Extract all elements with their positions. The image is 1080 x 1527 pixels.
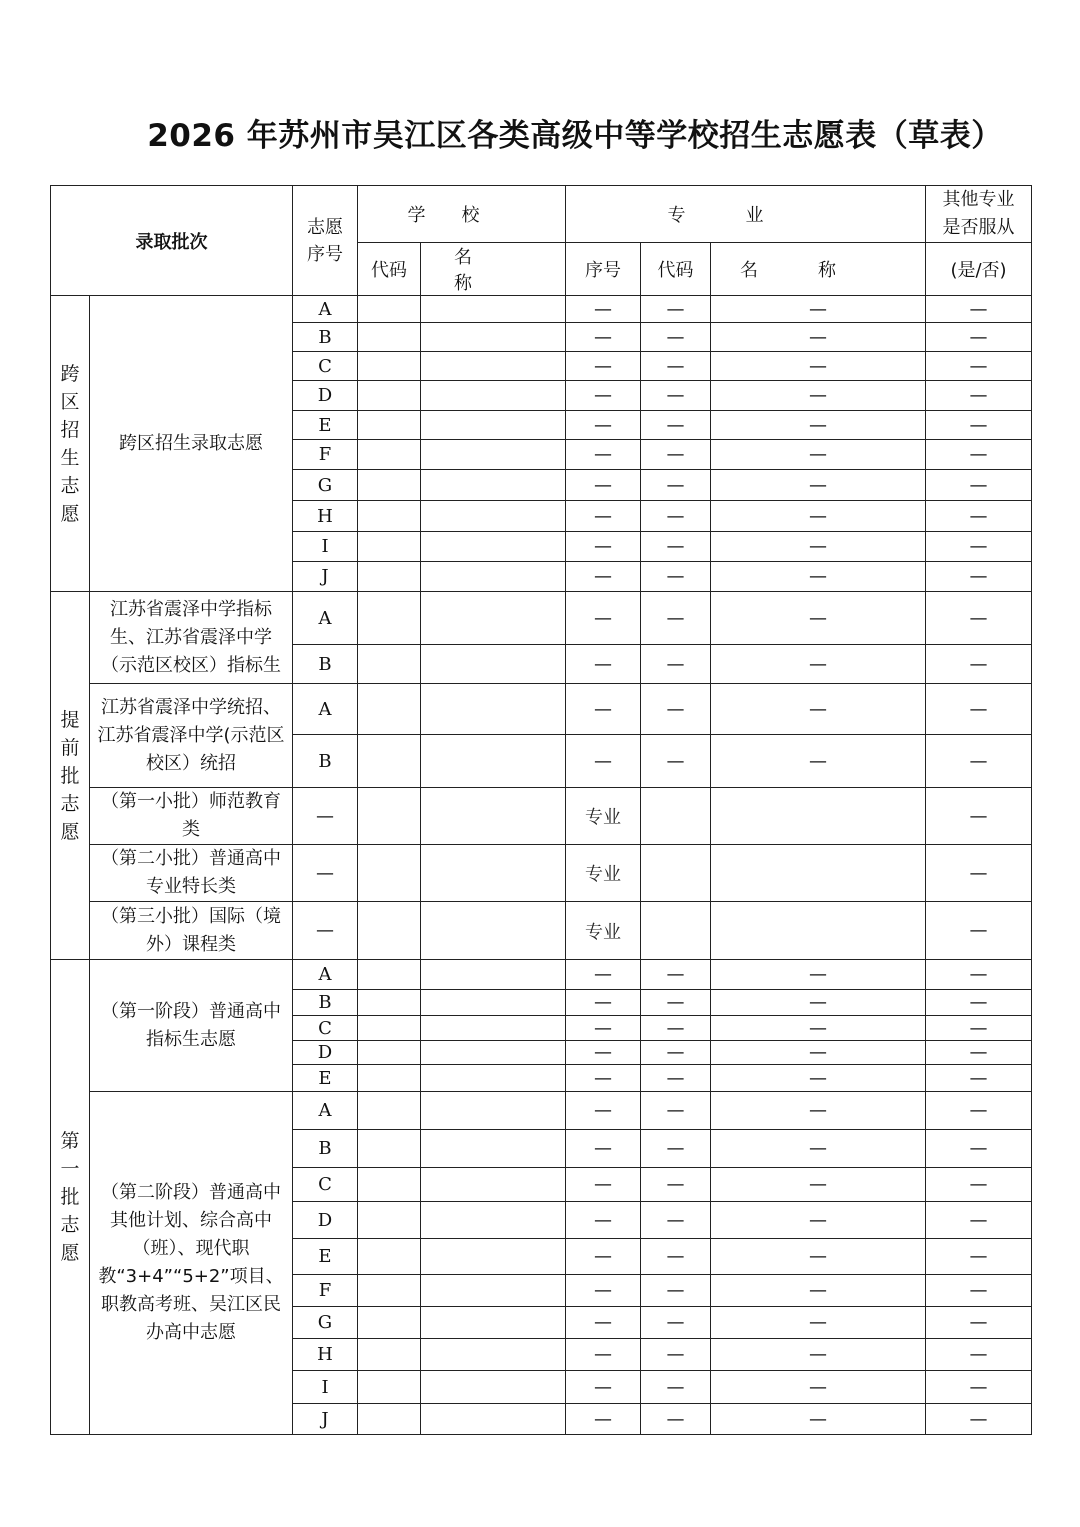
seq-cell: E: [293, 1239, 358, 1275]
other-major-cell: —: [926, 645, 1032, 684]
early-sub-batch-2: （第二小批）普通高中专业特长类: [90, 845, 293, 902]
school-code-cell[interactable]: [358, 960, 421, 990]
seq-cell: —: [293, 902, 358, 960]
major-name-cell: —: [711, 1371, 926, 1404]
major-code-cell: —: [641, 381, 711, 411]
other-major-cell: —: [926, 501, 1032, 532]
school-name-cell[interactable]: [421, 1371, 566, 1404]
seq-cell: A: [293, 592, 358, 645]
school-code-cell[interactable]: [358, 902, 421, 960]
major-seq-cell: —: [566, 296, 641, 323]
school-name-cell[interactable]: [421, 902, 566, 960]
other-major-cell: —: [926, 1275, 1032, 1307]
school-name-cell[interactable]: [421, 735, 566, 788]
school-code-cell[interactable]: [358, 1130, 421, 1168]
school-code-cell[interactable]: [358, 501, 421, 532]
seq-cell: I: [293, 1371, 358, 1404]
school-name-cell[interactable]: [421, 470, 566, 501]
school-name-cell[interactable]: [421, 1168, 566, 1202]
major-code-cell: —: [641, 1041, 711, 1065]
major-name-cell: —: [711, 440, 926, 470]
other-major-cell: —: [926, 1239, 1032, 1275]
major-code-cell: —: [641, 990, 711, 1016]
major-seq-cell: —: [566, 1275, 641, 1307]
major-code-cell: —: [641, 352, 711, 381]
major-code-cell: —: [641, 501, 711, 532]
other-major-cell: —: [926, 990, 1032, 1016]
school-name-cell[interactable]: [421, 788, 566, 845]
school-name-cell[interactable]: [421, 592, 566, 645]
seq-cell: F: [293, 440, 358, 470]
school-code-cell[interactable]: [358, 323, 421, 352]
school-code-cell[interactable]: [358, 990, 421, 1016]
school-code-cell[interactable]: [358, 684, 421, 735]
major-seq-cell: —: [566, 1130, 641, 1168]
major-code-cell: —: [641, 735, 711, 788]
major-name-cell[interactable]: [711, 902, 926, 960]
major-name-cell: —: [711, 1092, 926, 1130]
major-code-cell[interactable]: [641, 902, 711, 960]
major-name-cell[interactable]: [711, 845, 926, 902]
major-code-cell: —: [641, 532, 711, 562]
school-name-cell[interactable]: [421, 990, 566, 1016]
major-name-cell: —: [711, 1016, 926, 1041]
other-major-cell: —: [926, 1307, 1032, 1339]
major-seq-cell: —: [566, 592, 641, 645]
school-name-cell[interactable]: [421, 1065, 566, 1092]
major-name-cell: —: [711, 990, 926, 1016]
seq-cell: A: [293, 684, 358, 735]
other-major-cell: —: [926, 592, 1032, 645]
major-code-cell: —: [641, 1202, 711, 1239]
header-batch: 录取批次: [51, 186, 293, 296]
major-seq-cell: —: [566, 1168, 641, 1202]
major-code-cell: —: [641, 1307, 711, 1339]
major-name-cell: —: [711, 1130, 926, 1168]
school-code-cell[interactable]: [358, 381, 421, 411]
header-row-1: [51, 186, 1032, 243]
major-seq-cell: —: [566, 1239, 641, 1275]
other-major-cell: —: [926, 411, 1032, 440]
other-major-cell: —: [926, 1130, 1032, 1168]
major-name-cell: —: [711, 1275, 926, 1307]
major-name-cell: —: [711, 684, 926, 735]
major-code-cell: —: [641, 1168, 711, 1202]
major-name-cell: —: [711, 501, 926, 532]
seq-cell: G: [293, 470, 358, 501]
school-name-cell[interactable]: [421, 1275, 566, 1307]
major-name-cell: —: [711, 1041, 926, 1065]
school-code-cell[interactable]: [358, 788, 421, 845]
school-code-cell[interactable]: [358, 1275, 421, 1307]
school-code-cell[interactable]: [358, 1239, 421, 1275]
application-form-table: [50, 185, 1032, 1435]
seq-cell: E: [293, 411, 358, 440]
major-seq-cell: —: [566, 1092, 641, 1130]
seq-cell: B: [293, 1130, 358, 1168]
seq-cell: D: [293, 1041, 358, 1065]
other-major-cell: —: [926, 532, 1032, 562]
seq-cell: H: [293, 1339, 358, 1371]
header-major: 专业: [566, 186, 926, 243]
header-school-name: 名称: [421, 243, 566, 296]
major-name-cell: —: [711, 470, 926, 501]
major-name-cell: —: [711, 381, 926, 411]
early-sub-batch-1: （第一小批）师范教育类: [90, 788, 293, 845]
school-code-cell[interactable]: [358, 411, 421, 440]
major-code-cell: —: [641, 1339, 711, 1371]
major-code-cell: —: [641, 562, 711, 592]
other-major-cell: —: [926, 352, 1032, 381]
school-name-cell[interactable]: [421, 501, 566, 532]
other-major-cell: —: [926, 845, 1032, 902]
major-name-cell: —: [711, 352, 926, 381]
major-seq-cell: —: [566, 960, 641, 990]
other-major-cell: —: [926, 902, 1032, 960]
school-name-cell[interactable]: [421, 532, 566, 562]
major-code-cell[interactable]: [641, 845, 711, 902]
major-label-cell: 专业: [566, 788, 641, 845]
major-code-cell: —: [641, 411, 711, 440]
table-row: [51, 788, 1032, 845]
school-name-cell[interactable]: [421, 323, 566, 352]
school-name-cell[interactable]: [421, 562, 566, 592]
school-name-cell[interactable]: [421, 1092, 566, 1130]
major-seq-cell: —: [566, 1016, 641, 1041]
seq-cell: —: [293, 788, 358, 845]
other-major-cell: —: [926, 562, 1032, 592]
major-seq-cell: —: [566, 684, 641, 735]
seq-cell: J: [293, 1404, 358, 1435]
major-seq-cell: —: [566, 1065, 641, 1092]
school-name-cell[interactable]: [421, 411, 566, 440]
first-stage-2: （第二阶段）普通高中其他计划、综合高中（班）、现代职教“3+4”“5+2”项目、职教高考班、吴江区民办高中志愿: [90, 1092, 293, 1435]
major-code-cell: —: [641, 296, 711, 323]
school-code-cell[interactable]: [358, 1092, 421, 1130]
major-seq-cell: —: [566, 381, 641, 411]
major-name-cell: —: [711, 562, 926, 592]
major-code-cell: —: [641, 1016, 711, 1041]
table-row: [51, 684, 1032, 735]
major-seq-cell: —: [566, 990, 641, 1016]
major-name-cell: —: [711, 532, 926, 562]
major-code-cell: —: [641, 1275, 711, 1307]
seq-cell: I: [293, 532, 358, 562]
seq-cell: A: [293, 960, 358, 990]
major-code-cell: —: [641, 1065, 711, 1092]
major-name-cell: —: [711, 1339, 926, 1371]
other-major-cell: —: [926, 440, 1032, 470]
major-seq-cell: —: [566, 1339, 641, 1371]
seq-cell: A: [293, 296, 358, 323]
seq-cell: F: [293, 1275, 358, 1307]
major-name-cell: —: [711, 1239, 926, 1275]
other-major-cell: —: [926, 1404, 1032, 1435]
major-seq-cell: —: [566, 532, 641, 562]
seq-cell: D: [293, 1202, 358, 1239]
seq-cell: C: [293, 1168, 358, 1202]
other-major-cell: —: [926, 1092, 1032, 1130]
major-code-cell: —: [641, 960, 711, 990]
major-name-cell: —: [711, 735, 926, 788]
other-major-cell: —: [926, 788, 1032, 845]
school-name-cell[interactable]: [421, 1041, 566, 1065]
school-name-cell[interactable]: [421, 845, 566, 902]
header-school: 学校: [358, 186, 566, 243]
major-seq-cell: —: [566, 1404, 641, 1435]
other-major-cell: —: [926, 1065, 1032, 1092]
header-yes-no: (是/否): [926, 243, 1032, 296]
section-cross-label: 跨区招生志愿: [51, 296, 90, 592]
major-code-cell: —: [641, 684, 711, 735]
table-row: [51, 902, 1032, 960]
major-seq-cell: —: [566, 1307, 641, 1339]
school-code-cell[interactable]: [358, 352, 421, 381]
other-major-cell: —: [926, 323, 1032, 352]
school-code-cell[interactable]: [358, 1065, 421, 1092]
section-first-label: 第一批志愿: [51, 960, 90, 1435]
major-code-cell: —: [641, 1239, 711, 1275]
table-body: [51, 186, 1032, 1435]
school-code-cell[interactable]: [358, 592, 421, 645]
school-name-cell[interactable]: [421, 1202, 566, 1239]
major-name-cell: —: [711, 1404, 926, 1435]
header-major-name: 名称: [711, 243, 926, 296]
seq-cell: B: [293, 323, 358, 352]
school-name-cell[interactable]: [421, 1307, 566, 1339]
major-label-cell: 专业: [566, 902, 641, 960]
major-seq-cell: —: [566, 411, 641, 440]
header-seq: 志愿序号: [293, 186, 358, 296]
major-name-cell: —: [711, 1065, 926, 1092]
seq-cell: B: [293, 735, 358, 788]
school-code-cell[interactable]: [358, 440, 421, 470]
major-seq-cell: —: [566, 323, 641, 352]
major-seq-cell: —: [566, 1041, 641, 1065]
early-group-2: 江苏省震泽中学统招、江苏省震泽中学(示范区校区）统招: [90, 684, 293, 788]
major-seq-cell: —: [566, 562, 641, 592]
major-code-cell: —: [641, 440, 711, 470]
school-code-cell[interactable]: [358, 562, 421, 592]
other-major-cell: —: [926, 960, 1032, 990]
table-row: [51, 845, 1032, 902]
seq-cell: E: [293, 1065, 358, 1092]
other-major-cell: —: [926, 1168, 1032, 1202]
school-name-cell[interactable]: [421, 1130, 566, 1168]
school-code-cell[interactable]: [358, 645, 421, 684]
school-name-cell[interactable]: [421, 684, 566, 735]
other-major-cell: —: [926, 296, 1032, 323]
seq-cell: D: [293, 381, 358, 411]
header-major-seq: 序号: [566, 243, 641, 296]
school-code-cell[interactable]: [358, 470, 421, 501]
school-code-cell[interactable]: [358, 1168, 421, 1202]
major-code-cell: —: [641, 1130, 711, 1168]
major-seq-cell: —: [566, 470, 641, 501]
seq-cell: H: [293, 501, 358, 532]
major-seq-cell: —: [566, 1371, 641, 1404]
school-code-cell[interactable]: [358, 1202, 421, 1239]
major-name-cell: —: [711, 645, 926, 684]
seq-cell: C: [293, 352, 358, 381]
major-name-cell[interactable]: [711, 788, 926, 845]
other-major-cell: —: [926, 470, 1032, 501]
major-name-cell: —: [711, 1202, 926, 1239]
cross-sub-label: 跨区招生录取志愿: [90, 296, 293, 592]
other-major-cell: —: [926, 1041, 1032, 1065]
first-stage-1: （第一阶段）普通高中指标生志愿: [90, 960, 293, 1092]
major-seq-cell: —: [566, 1202, 641, 1239]
school-code-cell[interactable]: [358, 845, 421, 902]
table-row: [51, 296, 1032, 323]
other-major-cell: —: [926, 1016, 1032, 1041]
school-code-cell[interactable]: [358, 1307, 421, 1339]
major-name-cell: —: [711, 960, 926, 990]
section-early-label: 提前批志愿: [51, 592, 90, 960]
major-seq-cell: —: [566, 352, 641, 381]
major-code-cell[interactable]: [641, 788, 711, 845]
school-code-cell[interactable]: [358, 1339, 421, 1371]
seq-cell: B: [293, 645, 358, 684]
major-name-cell: —: [711, 296, 926, 323]
school-code-cell[interactable]: [358, 1041, 421, 1065]
school-code-cell[interactable]: [358, 296, 421, 323]
major-code-cell: —: [641, 592, 711, 645]
school-name-cell[interactable]: [421, 352, 566, 381]
school-code-cell[interactable]: [358, 735, 421, 788]
early-group-1: 江苏省震泽中学指标生、江苏省震泽中学（示范区校区）指标生: [90, 592, 293, 684]
major-label-cell: 专业: [566, 845, 641, 902]
school-name-cell[interactable]: [421, 960, 566, 990]
school-name-cell[interactable]: [421, 1239, 566, 1275]
page-title: 2026 年苏州市吴江区各类高级中等学校招生志愿表（草表）: [147, 118, 1003, 154]
header-school-code: 代码: [358, 243, 421, 296]
school-name-cell[interactable]: [421, 1016, 566, 1041]
school-name-cell[interactable]: [421, 296, 566, 323]
seq-cell: J: [293, 562, 358, 592]
major-seq-cell: —: [566, 645, 641, 684]
seq-cell: C: [293, 1016, 358, 1041]
major-seq-cell: —: [566, 501, 641, 532]
school-code-cell[interactable]: [358, 532, 421, 562]
other-major-cell: —: [926, 1202, 1032, 1239]
other-major-cell: —: [926, 381, 1032, 411]
seq-cell: —: [293, 845, 358, 902]
major-code-cell: —: [641, 645, 711, 684]
major-code-cell: —: [641, 1404, 711, 1435]
table-row: [51, 1092, 1032, 1130]
school-code-cell[interactable]: [358, 1371, 421, 1404]
header-major-code: 代码: [641, 243, 711, 296]
other-major-cell: —: [926, 1339, 1032, 1371]
school-name-cell[interactable]: [421, 1404, 566, 1435]
school-code-cell[interactable]: [358, 1016, 421, 1041]
seq-cell: A: [293, 1092, 358, 1130]
major-name-cell: —: [711, 592, 926, 645]
school-code-cell[interactable]: [358, 1404, 421, 1435]
major-seq-cell: —: [566, 735, 641, 788]
early-sub-batch-3: （第三小批）国际（境外）课程类: [90, 902, 293, 960]
header-other-major: 其他专业是否服从: [926, 186, 1032, 243]
major-name-cell: —: [711, 1307, 926, 1339]
school-name-cell[interactable]: [421, 381, 566, 411]
seq-cell: B: [293, 990, 358, 1016]
seq-cell: G: [293, 1307, 358, 1339]
school-name-cell[interactable]: [421, 440, 566, 470]
major-name-cell: —: [711, 411, 926, 440]
major-code-cell: —: [641, 470, 711, 501]
major-code-cell: —: [641, 1371, 711, 1404]
school-name-cell[interactable]: [421, 645, 566, 684]
school-name-cell[interactable]: [421, 1339, 566, 1371]
major-name-cell: —: [711, 1168, 926, 1202]
major-seq-cell: —: [566, 440, 641, 470]
other-major-cell: —: [926, 1371, 1032, 1404]
major-code-cell: —: [641, 1092, 711, 1130]
table-row: [51, 592, 1032, 645]
major-code-cell: —: [641, 323, 711, 352]
other-major-cell: —: [926, 735, 1032, 788]
table-row: [51, 960, 1032, 990]
other-major-cell: —: [926, 684, 1032, 735]
major-name-cell: —: [711, 323, 926, 352]
